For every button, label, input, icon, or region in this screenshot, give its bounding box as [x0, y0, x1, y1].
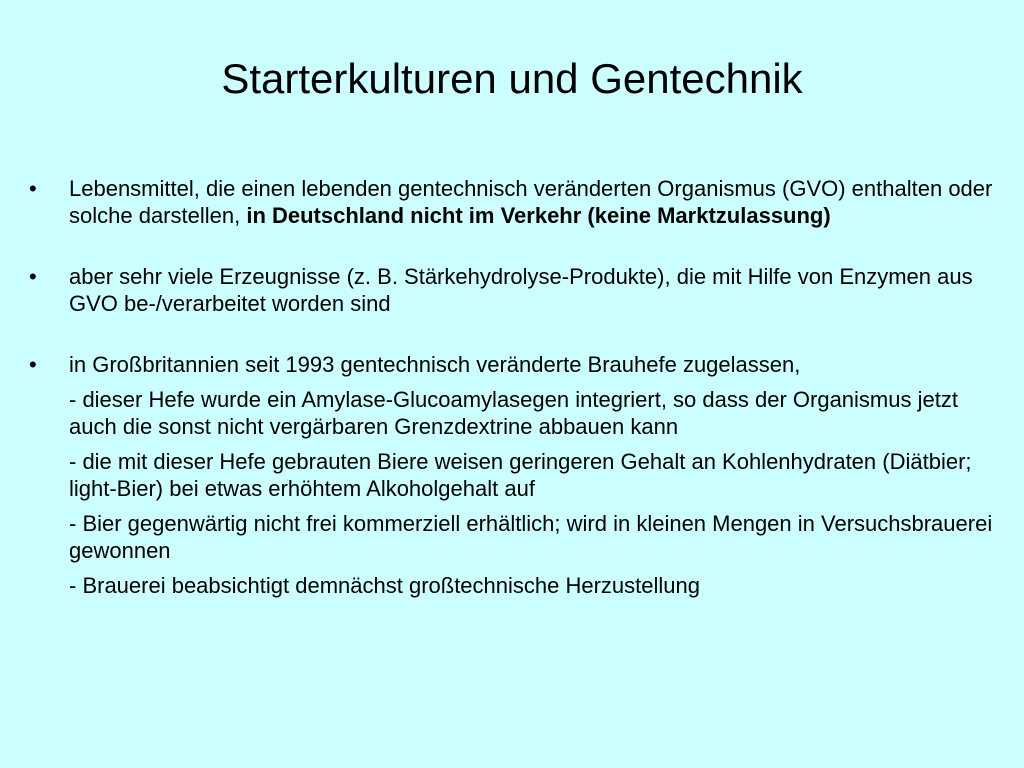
bullet-dot-icon: • — [29, 352, 37, 377]
bullet-item — [0, 263, 1024, 317]
bullet-dot-icon: • — [29, 176, 37, 201]
sub-item — [0, 572, 1024, 599]
bullet-dot-icon: • — [29, 264, 37, 289]
sub-item-text: - die mit dieser Hefe gebrauten Biere weisen geringeren Gehalt an Kohlenhydraten (Diätbier; light-Bier) bei etwas erhöhtem Alkoholgehalt auf — [69, 449, 972, 501]
bullet-text: aber sehr viele Erzeugnisse (z. B. Stärkehydrolyse-Produkte), die mit Hilfe von Enzymen aus GVO be-/verarbeitet worden sind — [69, 264, 973, 316]
sub-item-text: - Bier gegenwärtig nicht frei kommerziell erhältlich; wird in kleinen Mengen in Versuchsbrauerei gewonnen — [69, 511, 993, 563]
bullet-bold-text: in Deutschland nicht im Verkehr (keine Marktzulassung) — [246, 203, 831, 228]
bullet-item — [0, 175, 1024, 229]
sub-item-text: - dieser Hefe wurde ein Amylase-Glucoamylasegen integriert, so dass der Organismus jetzt auch die sonst nicht vergärbaren Grenzdextrine abbauen kann — [69, 387, 958, 439]
bullet-text: in Großbritannien seit 1993 gentechnisch veränderte Brauhefe zugelassen, — [69, 352, 801, 377]
sub-item — [0, 510, 1024, 564]
sub-item-text: - Brauerei beabsichtigt demnächst großtechnische Herzustellung — [69, 573, 700, 598]
bullet-list — [0, 175, 1024, 599]
bullet-text: Lebensmittel, die einen lebenden gentechnisch veränderten Organismus (GVO) enthalten oder solche darstellen, — [69, 176, 993, 228]
sub-item — [0, 448, 1024, 502]
bullet-item — [0, 351, 1024, 378]
sub-item — [0, 386, 1024, 440]
slide-title: Starterkulturen und Gentechnik — [221, 55, 803, 102]
